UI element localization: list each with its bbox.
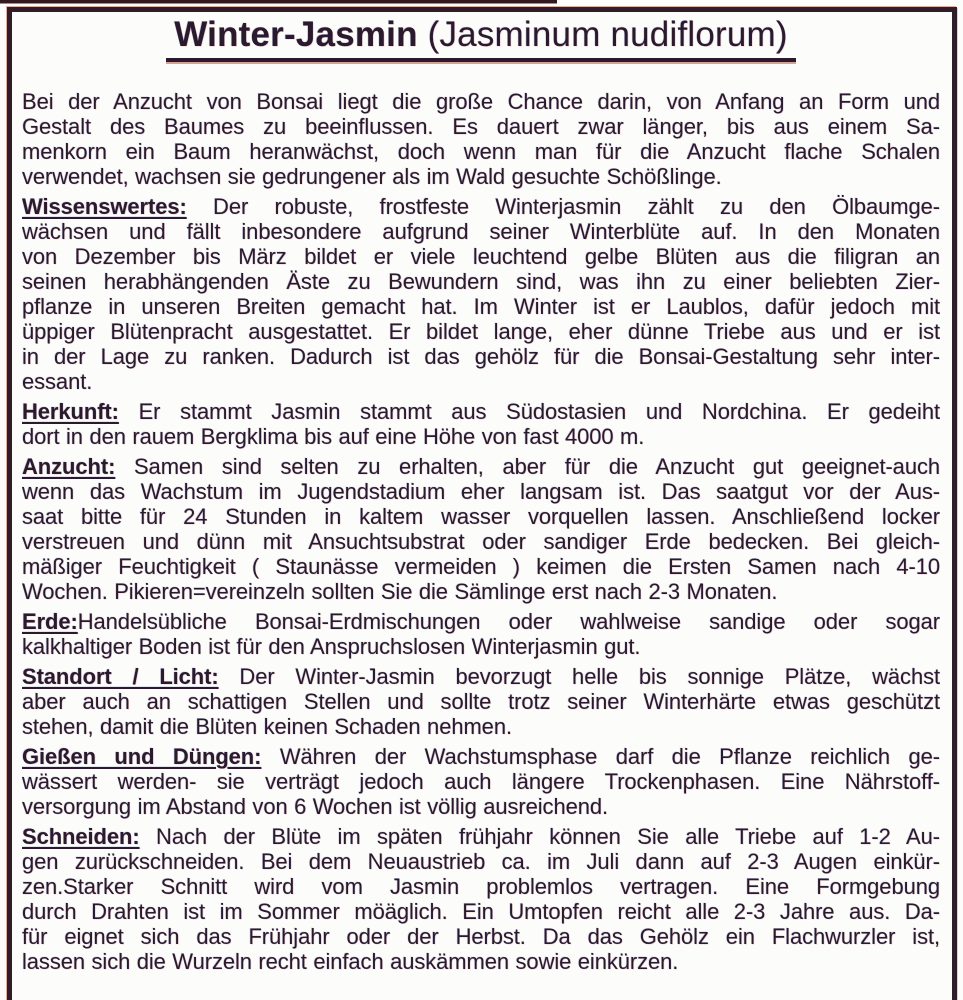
section-label: Erde: xyxy=(22,609,78,634)
paragraph-giessen-duengen xyxy=(22,744,940,819)
document-content xyxy=(12,12,952,974)
scan-artifact-line xyxy=(0,0,557,4)
text-line: seinen herabhängenden Äste zu Bewundern sind, was ihn zu einer beliebten Zier- xyxy=(22,269,940,294)
text-line: verwendet, wachsen sie gedrungener als im Wald gesuchte Schößlinge. xyxy=(22,164,722,189)
text-line: von Dezember bis März bildet er viele leuchtend gelbe Blüten aus die filigran an xyxy=(22,244,940,269)
text-line: dort in den rauem Bergklima bis auf eine Höhe von fast 4000 m. xyxy=(22,424,645,449)
paragraph-intro xyxy=(22,89,940,189)
text-line: wässert werden- sie verträgt jedoch auch längere Trockenphasen. Eine Nährstoff- xyxy=(22,769,940,794)
text-line: menkorn ein Baum heranwächst, doch wenn man für die Anzucht flache Schalen xyxy=(22,139,940,164)
text-line: Anzucht: Samen sind selten zu erhalten, aber für die Anzucht gut geeignet-auch xyxy=(22,454,940,479)
section-label: Schneiden: xyxy=(22,824,140,849)
text-line: Bei der Anzucht von Bonsai liegt die große Chance darin, von Anfang an Form und xyxy=(22,89,940,114)
document-page-frame xyxy=(7,7,957,1000)
text-line: durch Drahten ist im Sommer möäglich. Ein Umtopfen reicht alle 2-3 Jahre aus. Da- xyxy=(22,899,940,924)
text-line: pflanze in unseren Breiten gemacht hat. Im Winter ist er Laublos, dafür jedoch mit xyxy=(22,294,940,319)
document-title-row xyxy=(22,13,940,62)
text-line: aber auch an schattigen Stellen und sollte trotz seiner Winterhärte etwas geschützt xyxy=(22,689,940,714)
text-line: zen.Starker Schnitt wird vom Jasmin problemlos vertragen. Eine Formgebung xyxy=(22,874,940,899)
text-line: Herkunft: Er stammt Jasmin stammt aus Südostasien und Nordchina. Er gedeiht xyxy=(22,399,940,424)
paragraph-list xyxy=(22,89,940,974)
text-line: saat bitte für 24 Stunden in kaltem wasser vorquellen lassen. Anschließend locker xyxy=(22,504,940,529)
paragraph-standort-licht xyxy=(22,664,940,739)
text-line: wächsen und fällt inbesondere aufgrund seiner Winterblüte auf. In den Monaten xyxy=(22,219,940,244)
section-label: Standort / Licht: xyxy=(22,664,219,689)
title-latin-name: (Jasminum nudiflorum) xyxy=(417,15,788,54)
paragraph-wissenswertes xyxy=(22,194,940,394)
text-line: Wissenswertes: Der robuste, frostfeste Winterjasmin zählt zu den Ölbaumge- xyxy=(22,194,940,219)
text-line: Schneiden: Nach der Blüte im späten frühjahr können Sie alle Triebe auf 1-2 Au- xyxy=(22,824,940,849)
paragraph-herkunft xyxy=(22,399,940,449)
paragraph-erde xyxy=(22,609,940,659)
text-line: Gestalt des Baumes zu beeinflussen. Es dauert zwar länger, bis aus einem Sa- xyxy=(22,114,940,139)
text-line: gen zurückschneiden. Bei dem Neuaustrieb ca. im Juli dann auf 2-3 Augen einkür- xyxy=(22,849,940,874)
text-line: wenn das Wachstum im Jugendstadium eher langsam ist. Das saatgut vor der Aus- xyxy=(22,479,940,504)
text-line: üppiger Blütenpracht ausgestattet. Er bildet lange, eher dünne Triebe aus und er ist xyxy=(22,319,940,344)
text-line: kalkhaltiger Boden ist für den Anspruchslosen Winterjasmin gut. xyxy=(22,634,641,659)
text-line: stehen, damit die Blüten keinen Schaden nehmen. xyxy=(22,714,512,739)
text-line: Wochen. Pikieren=vereinzeln sollten Sie die Sämlinge erst nach 2-3 Monaten. xyxy=(22,579,778,604)
title-plant-name: Winter-Jasmin xyxy=(174,15,418,54)
text-line: für eignet sich das Frühjahr oder der Herbst. Da das Gehölz ein Flachwurzler ist, xyxy=(22,924,940,949)
section-label: Anzucht: xyxy=(22,454,116,479)
section-label: Gießen und Düngen: xyxy=(22,744,262,769)
text-line: Erde:Handelsübliche Bonsai-Erdmischungen oder wahlweise sandige oder sogar xyxy=(22,609,940,634)
text-line: mäßiger Feuchtigkeit ( Staunässe vermeiden ) keimen die Ersten Samen nach 4-10 xyxy=(22,554,940,579)
document-title xyxy=(166,13,796,62)
text-line: lassen sich die Wurzeln recht einfach auskämmen sowie einkürzen. xyxy=(22,949,679,974)
text-line: Gießen und Düngen: Währen der Wachstumsphase darf die Pflanze reichlich ge- xyxy=(22,744,940,769)
section-label: Herkunft: xyxy=(22,399,119,424)
paragraph-anzucht xyxy=(22,454,940,604)
paragraph-schneiden xyxy=(22,824,940,974)
text-line: Standort / Licht: Der Winter-Jasmin bevorzugt helle bis sonnige Plätze, wächst xyxy=(22,664,940,689)
text-line: versorgung im Abstand von 6 Wochen ist völlig ausreichend. xyxy=(22,794,609,819)
text-line: essant. xyxy=(22,369,93,394)
text-line: verstreuen und dünn mit Ansuchtsubstrat oder sandiger Erde bedecken. Bei gleich- xyxy=(22,529,940,554)
text-line: in der Lage zu ranken. Dadurch ist das gehölz für die Bonsai-Gestaltung sehr inter- xyxy=(22,344,940,369)
section-label: Wissenswertes: xyxy=(22,194,187,219)
